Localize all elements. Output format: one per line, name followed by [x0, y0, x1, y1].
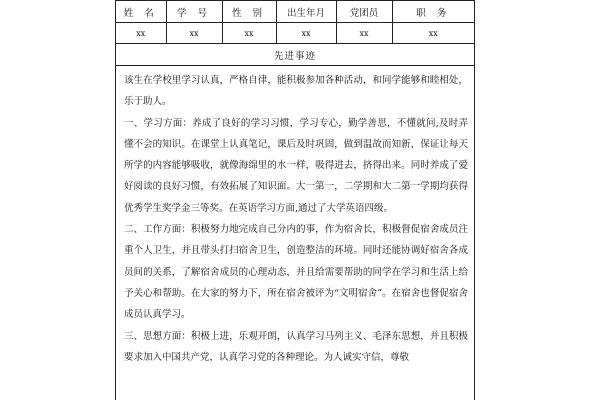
- work-paragraph: 二、工作方面：积极努力地完成自己分内的事，作为宿舍长，积极督促宿舍成员注重个人卫生，并且带头打扫宿舍卫生，创造整洁的环境。同时还能协调好宿舍各成员间的关系，了解宿舍成员的心理动态，并且给需要帮助的同学在学习和生活上给予关心和帮助。在大家的努力下，所在宿舍被评为“文明宿舍”。在宿舍也督促宿舍成员认真学习。: [124, 224, 468, 321]
- header-birth-date: 出生年月: [276, 1, 336, 23]
- info-table: [116, 0, 474, 66]
- header-row: [116, 1, 474, 23]
- header-student-id: 学 号: [166, 1, 222, 23]
- ideology-paragraph: 三、思想方面：积极上进，乐观开朗，认真学习马列主义、毛泽东思想，并且积极要求加入中国共产党，认真学习党的各种理论。为人诚实守信，尊敬: [124, 330, 468, 363]
- value-row: [116, 23, 474, 44]
- header-gender: 性 别: [222, 1, 276, 23]
- intro-paragraph: 该生在学校里学习认真，严格自律，能积极参加各种活动，和同学能够和睦相处，乐于助人。: [124, 75, 468, 108]
- header-party-member: 党团员: [336, 1, 392, 23]
- header-name: 姓 名: [116, 1, 166, 23]
- study-paragraph: 一、学习方面：养成了良好的学习习惯，学习专心，勤学善思，不懂就问,及时弄懂不会的知识。在课堂上认真笔记，课后及时巩固，做到温故而知新，保证让每天所学的内容能够吸收，就像海绵里的水一样，吸得进去，挤得出来。同时养成了爱好阅读的良好习惯，有效拓展了知识面。大一第一，二学期和大二第一学期均获得优秀学生奖学金三等奖。在英语学习方面,通过了大学英语四级。: [124, 117, 468, 214]
- value-party-member: xx: [336, 23, 392, 44]
- value-position: xx: [392, 23, 474, 44]
- value-name: xx: [116, 23, 166, 44]
- section-title-row: [116, 44, 474, 66]
- value-gender: xx: [222, 23, 276, 44]
- header-position: 职 务: [392, 1, 474, 23]
- value-student-id: xx: [166, 23, 222, 44]
- section-title: 先进事迹: [116, 44, 474, 66]
- deeds-body: [116, 66, 474, 368]
- value-birth-date: xx: [276, 23, 336, 44]
- student-record-form: [115, 0, 475, 400]
